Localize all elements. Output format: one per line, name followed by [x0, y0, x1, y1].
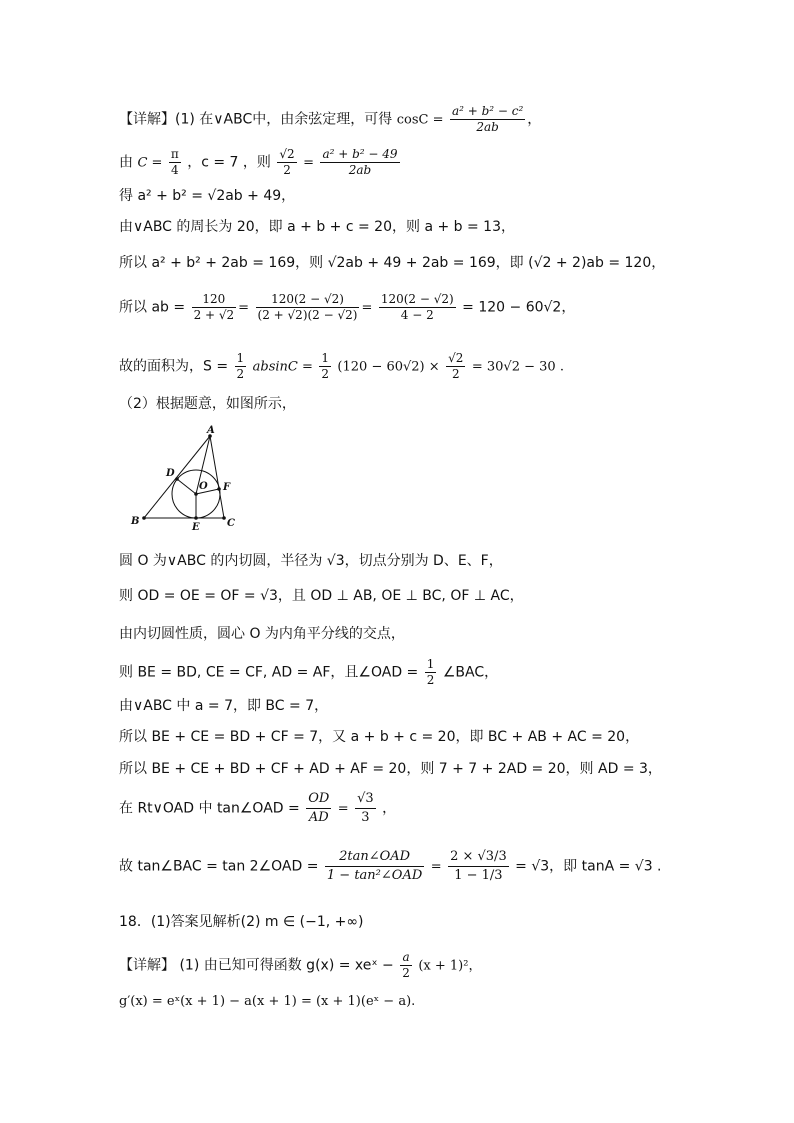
fraction: $\frac{\pi}{4}$	[170, 147, 179, 177]
fraction: $\frac{1}{2}$	[236, 351, 245, 381]
q18-title: 18．(1)答案见解析(2) m ∈ (−1, +∞)	[119, 914, 364, 930]
line-perimeter: 由∨ABC 的周长为 20，即 a + b + c = 20，则 a + b = 13，	[119, 219, 515, 235]
fraction: $\frac{\text{2tan∠OAD}}{\text{1 − tan²∠OAD}}$	[326, 849, 423, 883]
point-d	[175, 477, 179, 481]
fraction: $\frac{1}{2}$	[426, 657, 435, 687]
line-tangent-lengths: 则 BE = BD, CE = CF, AD = AF，且∠OAD = $\frac{1}{2}$ ∠BAC，	[119, 657, 499, 687]
fraction: $\frac{120}{2 + √2}$	[193, 292, 235, 322]
line-perimeter-sides: 所以 BE + CE = BD + CF = 7，又 a + b + c = 20，即 BC + AB + AC = 20，	[119, 729, 640, 745]
fraction: $\frac{√2}{2}$	[279, 147, 295, 177]
fraction: $\frac{a}{2}$	[402, 950, 410, 980]
line-area: 故的面积为，S = $\frac{1}{2}$ absinC = $\frac{1}{2}$ (120 − 60√2) × $\frac{√2}{2}$ = 30√2 − 30 .	[119, 351, 564, 381]
point-b	[142, 516, 146, 520]
fraction: $\frac{120(2 - √2)}{(2 + √2)(2 - √2)}$	[257, 292, 358, 322]
segment-od	[177, 479, 196, 494]
label-o: O	[199, 481, 208, 492]
detail-heading: 【详解】	[119, 957, 175, 974]
line-given-values: 由 C = $\frac{\pi}{4}$ ，c = 7 ，则 $\frac{√2}{2}$ = $\frac{\text{a² + b² − 49}}{2ab}$	[119, 147, 398, 177]
fraction: $\frac{OD}{AD}$	[308, 791, 330, 825]
line-tan-oad: 在 Rt∨OAD 中 tan∠OAD = $\frac{OD}{AD}$ = $\frac{√3}{3}$ ，	[119, 791, 397, 825]
label-d: D	[166, 468, 175, 479]
label-f: F	[223, 482, 231, 493]
q18-line-g: 【详解】 (1) 由已知可得函数 g(x) = xeˣ − $\frac{a}{2}$ (x + 1)²，	[119, 950, 482, 980]
line-radii: 则 OD = OE = OF = √3，且 OD ⊥ AB, OE ⊥ BC, OF ⊥ AC，	[119, 588, 524, 604]
line-incenter: 由内切圆性质，圆心 O 为内角平分线的交点，	[119, 626, 405, 642]
label-a: A	[207, 425, 215, 436]
line-cosine-law: 【详解】(1) 在∨ABC中，由余弦定理，可得 cosC = $\frac{\text{a² + b² − c²}}{2ab}$ ，	[119, 104, 542, 134]
fraction: $\frac{2 \times √3/3}{1 - 1/3}$	[450, 849, 507, 883]
detail-heading: 【详解】	[119, 111, 175, 128]
fraction: $\frac{\text{a² + b² − 49}}{2ab}$	[322, 147, 398, 177]
line-ad: 所以 BE + CE + BD + CF + AD + AF = 20，则 7 + 7 + 2AD = 20，则 AD = 3，	[119, 761, 662, 777]
label-c: C	[227, 518, 235, 529]
line-ab-value: 所以 ab = $\frac{120}{2 + √2}$ = $\frac{120(2 - √2)}{(2 + √2)(2 - √2)}$ = $\frac{120(2 - √2)}{4 - 2}$ = 120 − 60√2，	[119, 292, 576, 322]
fraction: $\frac{120(2 - √2)}{4 - 2}$	[380, 292, 454, 322]
fraction: $\frac{√2}{2}$	[448, 351, 464, 381]
label-e: E	[192, 522, 200, 533]
line-part2-intro: （2）根据题意，如图所示，	[119, 396, 296, 412]
fraction: $\frac{1}{2}$	[321, 351, 329, 381]
triangle-incircle-figure	[124, 422, 244, 534]
point-c	[222, 516, 226, 520]
line-bc: 由∨ABC 中 a = 7，即 BC = 7，	[119, 698, 329, 714]
point-f	[217, 487, 221, 491]
point-o	[194, 492, 198, 496]
fraction: $\frac{\text{a² + b² − c²}}{2ab}$	[451, 104, 524, 134]
line-tan-bac: 故 tan∠BAC = tan 2∠OAD = $\frac{\text{2tan∠OAD}}{\text{1 − tan²∠OAD}}$ = $\frac{2 \times √3/3}{1 - 1/3}$ = √3，即 tanA = √3 .	[119, 849, 662, 883]
point-e	[194, 516, 198, 520]
line-incircle: 圆 O 为∨ABC 的内切圆，半径为 √3，切点分别为 D、E、F，	[119, 553, 503, 569]
fraction: $\frac{√3}{3}$	[357, 791, 374, 825]
q18-line-derivative: g′(x) = eˣ(x + 1) − a(x + 1) = (x + 1)(eˣ − a).	[119, 994, 416, 1009]
line-ab-equation: 所以 a² + b² + 2ab = 169，则 √2ab + 49 + 2ab = 169，即 (√2 + 2)ab = 120，	[119, 255, 666, 271]
line-sum-squares: 得 a² + b² = √2ab + 49，	[119, 188, 296, 204]
label-b: B	[131, 516, 140, 527]
